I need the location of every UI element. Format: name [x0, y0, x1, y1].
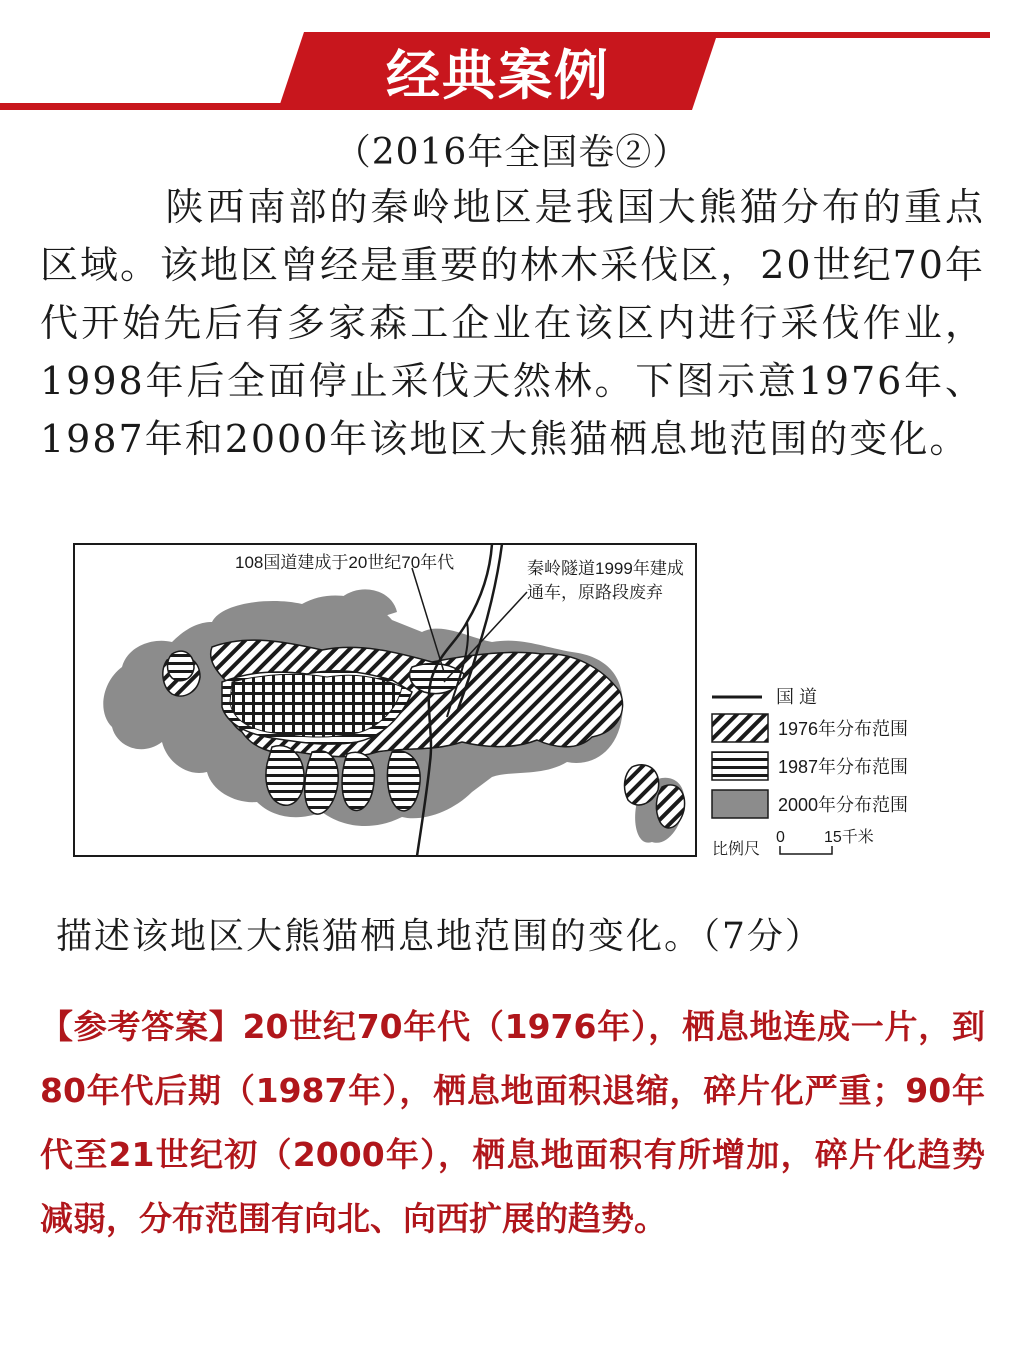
- tunnel-annotation-line1: 秦岭隧道1999年建成: [527, 559, 684, 578]
- scale-bar: [712, 828, 874, 858]
- legend-1987-label: 1987年分布范围: [778, 757, 909, 777]
- scale-label: 比例尺: [712, 841, 761, 858]
- passage-text: 陕西南部的秦岭地区是我国大熊猫分布的重点区域。该地区曾经是重要的林木采伐区，20世纪70年代开始先后有多家森工企业在该区内进行采伐作业，1998年后全面停止采伐天然林。下图示意1976年、1987年和2000年该地区大熊猫栖息地范围的变化。: [40, 185, 985, 461]
- legend-1976-symbol: [712, 714, 768, 742]
- scale-zero: 0: [776, 829, 785, 846]
- legend-2000-symbol: [712, 790, 768, 818]
- legend-2000-label: 2000年分布范围: [778, 795, 909, 815]
- legend-road-label: 国 道: [776, 687, 818, 707]
- habitat-map: [72, 542, 932, 862]
- passage: [40, 178, 985, 468]
- tunnel-annotation-line2: 通车，原路段废弃: [527, 583, 663, 602]
- question: 描述该地区大熊猫栖息地范围的变化。（7分）: [56, 916, 823, 957]
- header-rule-right: [700, 32, 990, 38]
- scale-line: [780, 846, 832, 854]
- legend-1987-symbol: [712, 752, 768, 780]
- exam-source: （2016年全国卷②）: [334, 132, 690, 173]
- header-title: 经典案例: [386, 43, 610, 107]
- road-annotation: 108国道建成于20世纪70年代: [235, 553, 455, 572]
- reference-answer: 【参考答案】20世纪70年代（1976年），栖息地连成一片，到80年代后期（1987年），栖息地面积退缩，碎片化严重；90年代至21世纪初（2000年），栖息地面积有所增加，碎片化趋势减弱，分布范围有向北、向西扩展的趋势。: [40, 1007, 985, 1238]
- scale-value: 15千米: [824, 829, 874, 846]
- legend-1976-label: 1976年分布范围: [778, 719, 909, 739]
- header-rule-left: [0, 103, 320, 110]
- map-legend: [712, 687, 908, 818]
